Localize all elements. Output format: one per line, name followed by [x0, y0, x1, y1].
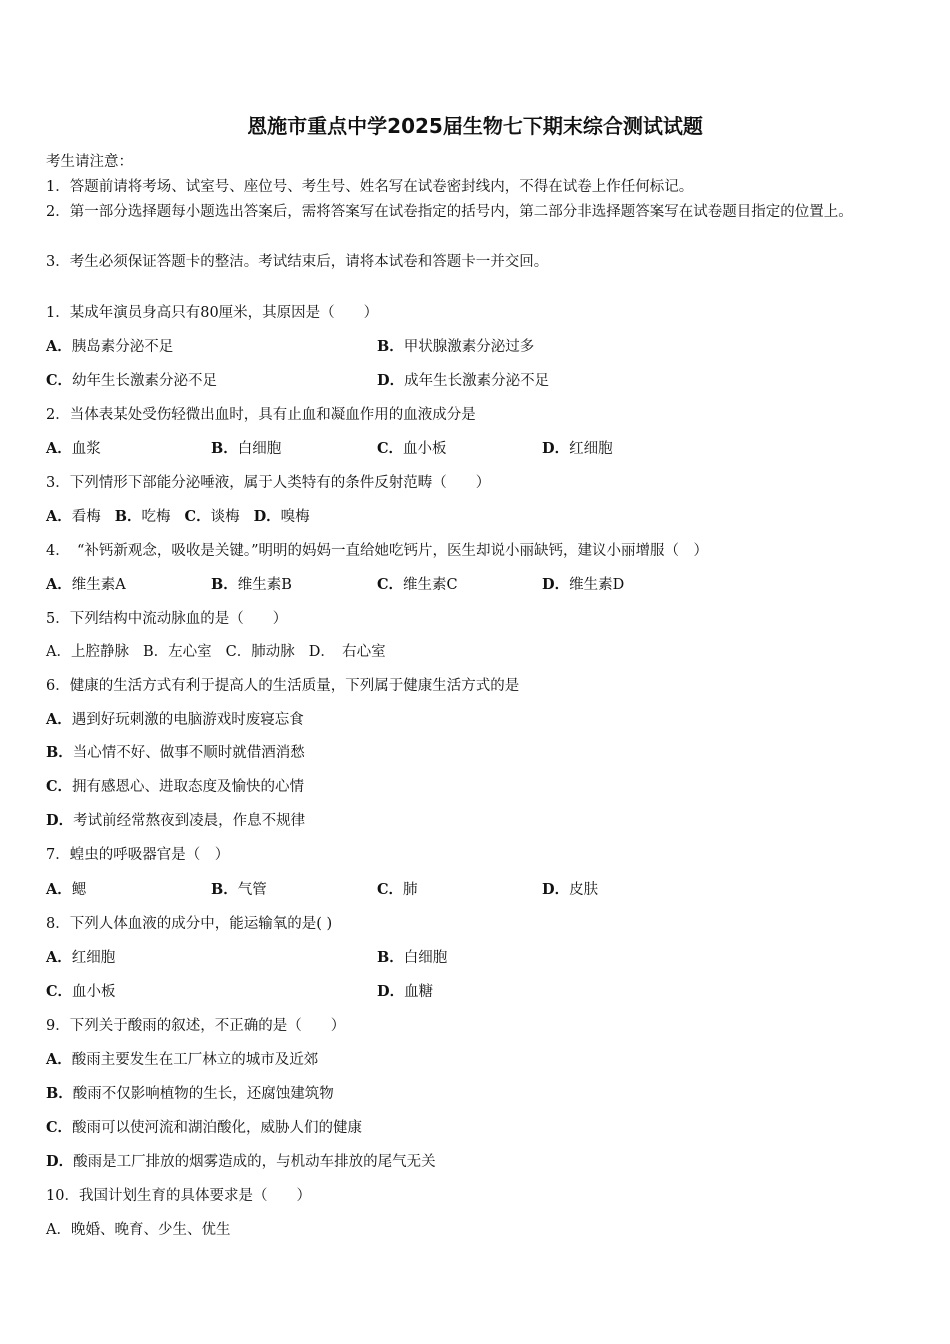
option: D．红细胞	[542, 440, 613, 457]
option: A．酸雨主要发生在工厂林立的城市及近郊	[46, 1051, 319, 1068]
option: C．肺	[377, 881, 418, 898]
option: B．白细胞	[211, 440, 282, 457]
option: B．维生素B	[211, 576, 292, 593]
option: D．皮肤	[542, 881, 599, 898]
option: C．维生素C	[377, 576, 458, 593]
option: A．遇到好玩刺激的电脑游戏时废寝忘食	[46, 711, 304, 728]
option-row: A．上腔静脉 B．左心室 C．肺动脉 D． 右心室	[46, 644, 386, 660]
option: D．血糖	[377, 983, 434, 1000]
option: D．成年生长激素分泌不足	[377, 372, 550, 389]
question-stem: 1．某成年演员身高只有80厘米，其原因是（ ）	[46, 305, 379, 321]
option: A．血浆	[46, 440, 101, 457]
question-stem: 10．我国计划生育的具体要求是（ ）	[46, 1188, 311, 1204]
option: A．晚婚、晚育、少生、优生	[46, 1222, 231, 1238]
question-stem: 2．当体表某处受伤轻微出血时，具有止血和凝血作用的血液成分是	[46, 407, 476, 423]
question-stem: 4． “补钙新观念，吸收是关键。”明明的妈妈一直给她吃钙片，医生却说小丽缺钙，建议小丽增服（ ）	[46, 543, 709, 559]
option: C．血小板	[377, 440, 447, 457]
option: B．气管	[211, 881, 267, 898]
option: C．酸雨可以使河流和湖泊酸化，威胁人们的健康	[46, 1119, 363, 1136]
question-stem: 9．下列关于酸雨的叙述，不正确的是（ ）	[46, 1018, 346, 1034]
option: D．酸雨是工厂排放的烟雾造成的，与机动车排放的尾气无关	[46, 1153, 436, 1170]
notice-heading: 考生请注意：	[46, 154, 133, 170]
question-stem: 6．健康的生活方式有利于提高人的生活质量，下列属于健康生活方式的是	[46, 678, 520, 694]
notice-line-1: 1．答题前请将考场、试室号、座位号、考生号、姓名写在试卷密封线内，不得在试卷上作任何标记。	[46, 179, 694, 195]
option: A．红细胞	[46, 949, 116, 966]
question-stem: 7．蝗虫的呼吸器官是（ ）	[46, 847, 230, 863]
option: A．胰岛素分泌不足	[46, 338, 174, 355]
question-stem: 8．下列人体血液的成分中，能运输氧的是( )	[46, 916, 333, 932]
option: B．白细胞	[377, 949, 448, 966]
notice-line-2: 2．第一部分选择题每小题选出答案后，需将答案写在试卷指定的括号内，第二部分非选择题答案写在试卷题目指定的位置上。	[46, 204, 853, 220]
option: A．维生素A	[46, 576, 126, 593]
option: D．维生素D	[542, 576, 625, 593]
question-stem: 3．下列情形下部能分泌唾液，属于人类特有的条件反射范畴（ ）	[46, 475, 491, 491]
option: D．考试前经常熬夜到凌晨，作息不规律	[46, 812, 306, 829]
option: B．酸雨不仅影响植物的生长，还腐蚀建筑物	[46, 1085, 334, 1102]
option: C．幼年生长激素分泌不足	[46, 372, 218, 389]
option-row: A．看梅 B．吃梅 C．谈梅 D．嗅梅	[46, 508, 310, 525]
option: A．鳃	[46, 881, 87, 898]
notice-line-3: 3．考生必须保证答题卡的整洁。考试结束后，请将本试卷和答题卡一并交回。	[46, 254, 549, 270]
option: C．血小板	[46, 983, 116, 1000]
option: B．甲状腺激素分泌过多	[377, 338, 535, 355]
option: B．当心情不好、做事不顺时就借酒消愁	[46, 744, 305, 761]
option: C．拥有感恩心、进取态度及愉快的心情	[46, 778, 305, 795]
question-stem: 5．下列结构中流动脉血的是（ ）	[46, 611, 288, 627]
exam-title: 恩施市重点中学2025届生物七下期末综合测试试题	[247, 114, 703, 138]
